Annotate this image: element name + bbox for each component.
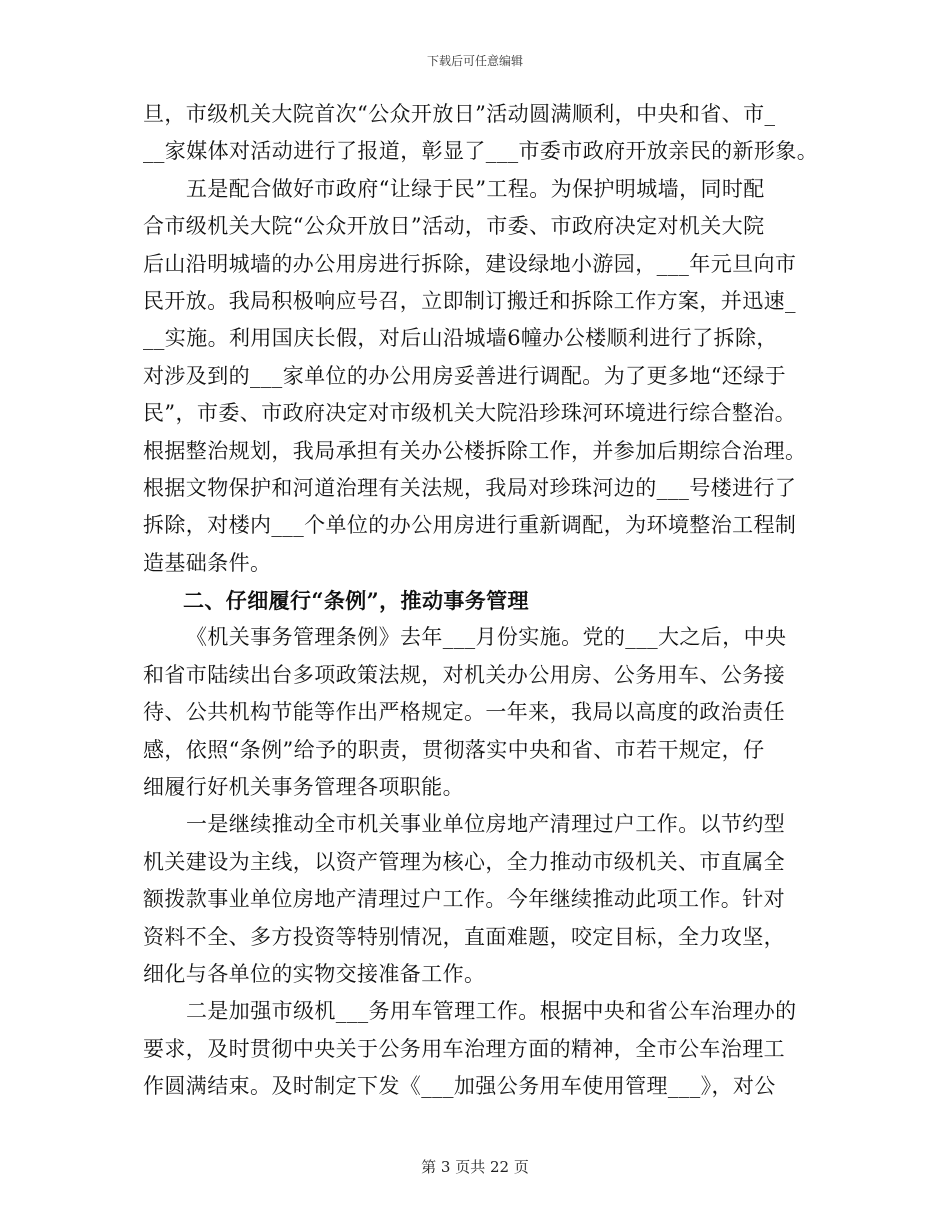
section-heading: 二、仔细履行“条例”，推动事务管理 <box>183 588 529 614</box>
body-line: 感，依照“条例”给予的职责，贯彻落实中央和省、市若干规定，仔 <box>143 737 765 762</box>
page-footer: 第 3 页共 22 页 <box>421 1158 529 1176</box>
body-line: 额拨款事业单位房地产清理过户工作。今年继续推动此项工作。针对 <box>143 887 785 912</box>
body-line: 根据文物保护和河道治理有关法规，我局对珍珠河边的___号楼进行了 <box>143 475 797 500</box>
body-line: 细履行好机关事务管理各项职能。 <box>143 775 464 800</box>
body-line: 对涉及到的___家单位的办公用房妥善进行调配。为了更多地“还绿于 <box>143 363 787 388</box>
body-line: 和省市陆续出台多项政策法规，对机关办公用房、公务用车、公务接 <box>143 662 785 687</box>
body-line: 拆除，对楼内___个单位的办公用房进行重新调配，为环境整治工程制 <box>143 513 797 538</box>
document-body <box>143 96 819 1106</box>
body-line: 作圆满结束。及时制定下发《___加强公务用车使用管理___》，对公 <box>143 1074 776 1099</box>
body-line: 细化与各单位的实物交接准备工作。 <box>143 961 486 986</box>
body-line: 旦，市级机关大院首次“公众开放日”活动圆满顺利，中央和省、市_ <box>143 102 776 126</box>
paragraph-start: 二是加强市级机___务用车管理工作。根据中央和省公车治理办的 <box>186 999 797 1024</box>
body-line: 根据整治规划，我局承担有关办公楼拆除工作，并参加后期综合治理。 <box>143 438 807 463</box>
body-line: 民”，市委、市政府决定对市级机关大院沿珍珠河环境进行综合整治。 <box>143 401 797 426</box>
body-line: 资料不全、多方投资等特别情况，直面难题，咬定目标，全力攻坚， <box>143 924 785 949</box>
body-line: __实施。利用国庆长假，对后山沿城墙6幢办公楼顺利进行了拆除， <box>143 326 778 351</box>
body-line: 造基础条件。 <box>143 550 272 575</box>
page-header: 下载后可任意编辑 <box>426 54 523 68</box>
body-line: 待、公共机构节能等作出严格规定。一年来，我局以高度的政治责任 <box>143 700 785 725</box>
body-line: 要求，及时贯彻中央关于公务用车治理方面的精神，全市公车治理工 <box>143 1036 785 1061</box>
body-line: 机关建设为主线，以资产管理为核心，全力推动市级机关、市直属全 <box>143 849 785 874</box>
paragraph-start: 《机关事务管理条例》去年___月份实施。党的___大之后，中央 <box>186 625 787 650</box>
body-line: 合市级机关大院“公众开放日”活动，市委、市政府决定对机关大院 <box>143 214 765 239</box>
body-line: __家媒体对活动进行了报道，彰显了___市委市政府开放亲民的新形象。 <box>143 139 819 164</box>
paragraph-start: 五是配合做好市政府“让绿于民”工程。为保护明城墙，同时配 <box>186 176 765 201</box>
body-line: 后山沿明城墙的办公用房进行拆除，建设绿地小游园，___年元旦向市 <box>143 251 797 276</box>
paragraph-start: 一是继续推动全市机关事业单位房地产清理过户工作。以节约型 <box>186 812 786 837</box>
body-line: 民开放。我局积极响应号召，立即制订搬迁和拆除工作方案，并迅速_ <box>143 288 796 313</box>
